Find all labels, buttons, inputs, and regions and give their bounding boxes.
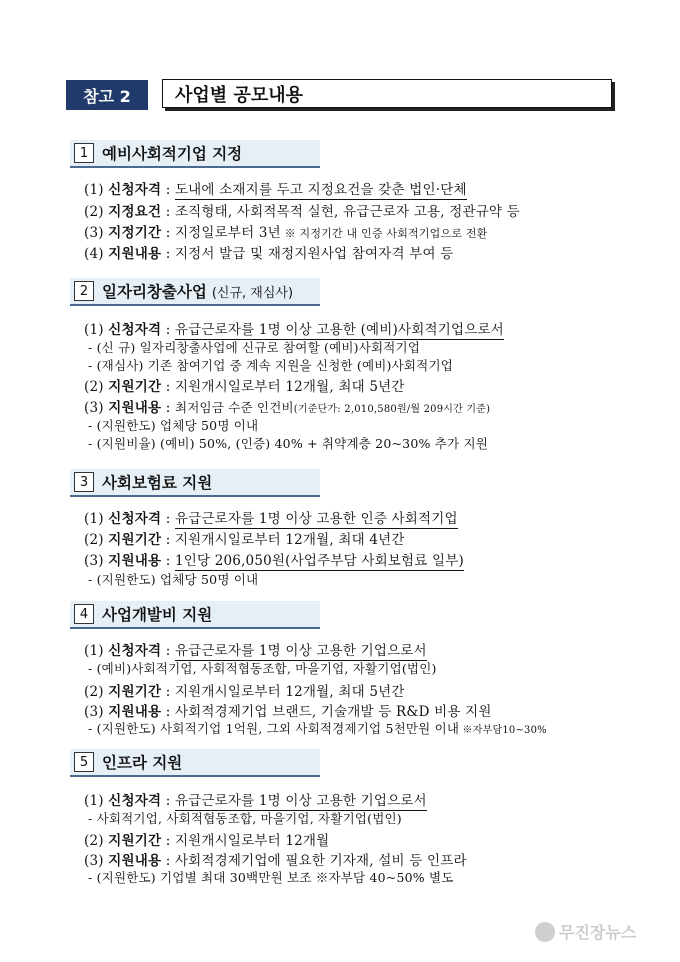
section-1-title: 예비사회적기업 지정 — [102, 145, 243, 163]
section-4-sub-1: - (예비)사회적기업, 사회적협동조합, 마을기업, 자활기업(법인) — [88, 661, 437, 676]
section-3-title: 사회보험료 지원 — [102, 474, 213, 492]
section-4-sub-2: - (지원한도) 사회적기업 1억원, 그외 사회적경제기업 5천만원 이내 ※자부담10~30% — [88, 721, 547, 736]
section-4-line-3: (3) 지원내용 : 사회적경제기업 브랜드, 기술개발 등 R&D 비용 지원 — [84, 704, 492, 720]
section-5-line-1: (1) 신청자격 : 유급근로자를 1명 이상 고용한 기업으로서 — [84, 793, 427, 809]
section-3-line-2: (2) 지원기간 : 지원개시일로부터 12개월, 최대 4년간 — [84, 532, 405, 548]
section-2-title: 일자리창출사업 — [102, 283, 207, 301]
watermark-logo: 무진장뉴스 — [535, 920, 636, 943]
section-4-number: 4 — [74, 604, 94, 624]
section-2-sub-2: - (재심사) 기존 참여기업 중 계속 지원을 신청한 (예비)사회적기업 — [88, 358, 453, 373]
section-5-heading — [70, 749, 320, 777]
section-2-sub-3: - (지원한도) 업체당 50명 이내 — [88, 418, 259, 433]
reference-badge: 참고 2 — [66, 80, 148, 110]
section-5-line-3: (3) 지원내용 : 사회적경제기업에 필요한 기자재, 설비 등 인프라 — [84, 853, 467, 869]
section-5-line-2: (2) 지원기간 : 지원개시일로부터 12개월 — [84, 833, 330, 849]
section-2-line-1: (1) 신청자격 : 유급근로자를 1명 이상 고용한 (예비)사회적기업으로서 — [84, 322, 504, 338]
section-3-line-1: (1) 신청자격 : 유급근로자를 1명 이상 고용한 인증 사회적기업 — [84, 511, 458, 527]
section-5-number: 5 — [74, 752, 94, 772]
section-3-heading — [70, 469, 320, 497]
section-1-line-1: (1) 신청자격 : 도내에 소재지를 두고 지정요건을 갖춘 법인·단체 — [84, 182, 467, 198]
watermark-icon — [535, 922, 555, 942]
section-1-line-4: (4) 지원내용 : 지정서 발급 및 재정지원사업 참여자격 부여 등 — [84, 246, 454, 262]
section-2-subtitle: (신규, 재심사) — [211, 285, 294, 301]
section-3-number: 3 — [74, 472, 94, 492]
section-2-sub-4: - (지원비율) (예비) 50%, (인증) 40% + 취약계층 20~30% 추가 지원 — [88, 436, 488, 451]
section-5-title: 인프라 지원 — [102, 754, 183, 772]
section-4-line-1: (1) 신청자격 : 유급근로자를 1명 이상 고용한 기업으로서 — [84, 643, 427, 659]
section-4-title: 사업개발비 지원 — [102, 606, 213, 624]
section-3-line-3: (3) 지원내용 : 1인당 206,050원(사업주부담 사회보험료 일부) — [84, 553, 464, 569]
section-2-line-3: (3) 지원내용 : 최저임금 수준 인건비(기준단가: 2,010,580원/월 209시간 기준) — [84, 400, 491, 416]
section-4-heading — [70, 601, 320, 629]
section-2-heading — [70, 278, 320, 306]
section-5-sub-2: - (지원한도) 기업별 최대 30백만원 보조 ※자부담 40~50% 별도 — [88, 870, 454, 885]
section-2-number: 2 — [74, 281, 94, 301]
section-1-line-3: (3) 지정기간 : 지정일로부터 3년 ※ 지정기간 내 인증 사회적기업으로 전환 — [84, 225, 488, 241]
section-4-line-2: (2) 지원기간 : 지원개시일로부터 12개월, 최대 5년간 — [84, 684, 405, 700]
page-title: 사업별 공모내용 — [162, 79, 612, 108]
section-2-line-2: (2) 지원기간 : 지원개시일로부터 12개월, 최대 5년간 — [84, 379, 405, 395]
section-1-number: 1 — [74, 143, 94, 163]
section-2-sub-1: - (신 규) 일자리창출사업에 신규로 참여할 (예비)사회적기업 — [88, 340, 421, 355]
section-1-heading — [70, 140, 320, 168]
section-1-line-2: (2) 지정요건 : 조직형태, 사회적목적 실현, 유급근로자 고용, 정관규약 등 — [84, 204, 520, 220]
section-5-sub-1: - 사회적기업, 사회적협동조합, 마을기업, 자활기업(법인) — [88, 811, 402, 826]
section-3-sub-1: - (지원한도) 업체당 50명 이내 — [88, 572, 259, 587]
